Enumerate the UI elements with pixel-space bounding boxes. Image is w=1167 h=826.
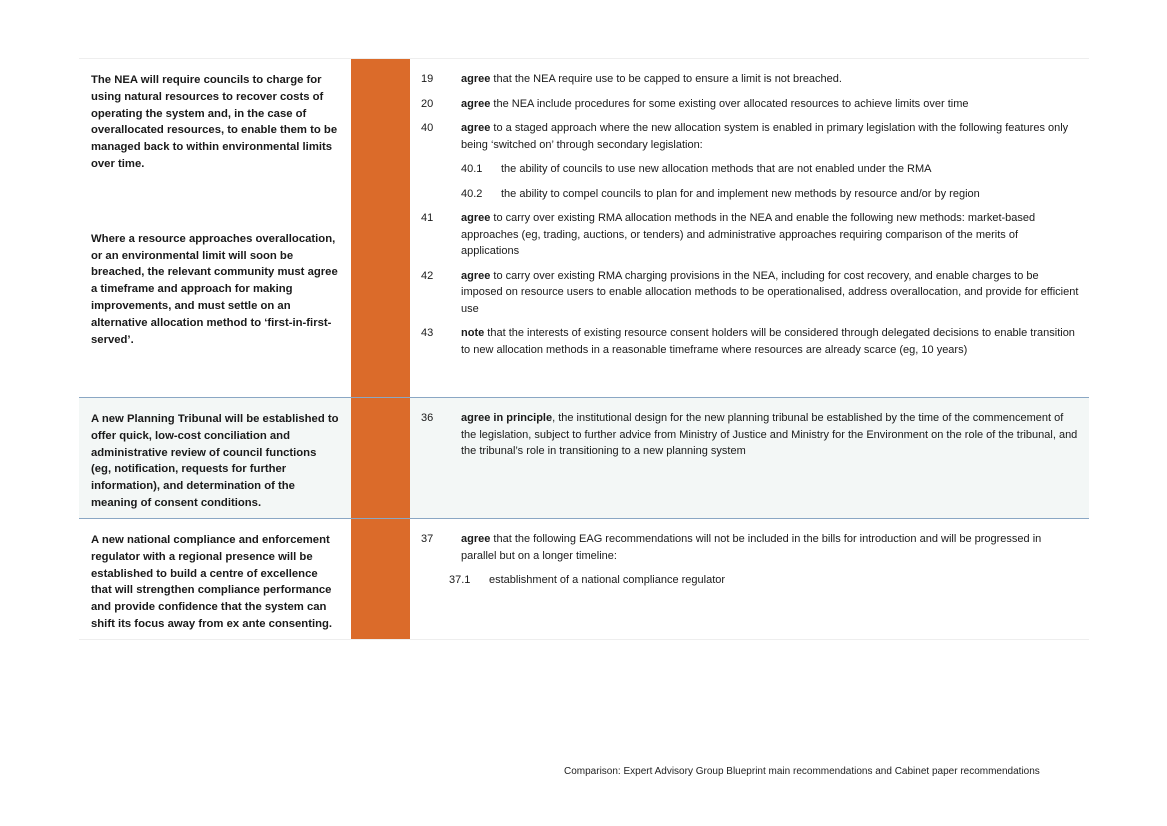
accent-bar [351,398,410,518]
recommendation-number: 41 [421,212,434,224]
recommendation-text: to carry over existing RMA allocation methods in the NEA and enable the following new methods: market-based approaches (eg, trading, auctions, or tenders) and administrative approaches requiring comparison of the merits of applications [461,212,1036,257]
sub-recommendation-number: 37.1 [449,574,471,586]
sub-recommendation-number: 40.1 [461,163,483,175]
recommendation-text: that the following EAG recommendations will not be included in the bills for introduction and will be progressed in parallel but on a longer timeline: [461,533,1042,562]
comparison-table [79,58,1089,640]
eag-recommendation-cell [79,519,351,639]
recommendation-keyword: agree [461,73,491,85]
eag-recommendation-text: A new Planning Tribunal will be established to offer quick, low-cost conciliation and administrative review of council functions (eg, notification, requests for further information), and determination of the meaning of consent conditions. [91,413,339,509]
recommendation-keyword: agree [461,97,491,110]
recommendation-item [421,210,1079,260]
recommendation-text: that the interests of existing resource consent holders will be considered through delegated decisions to enable transition to new allocation methods in a reasonable timeframe where resources are already scarce (eg, 10 years) [461,327,1075,356]
eag-recommendation-text: Where a resource approaches overallocation, or an environmental limit will soon be breached, the relevant community must agree a timeframe and approach for making improvements, and must settle on an alternative allocation method to ‘first-in-first-served’. [91,232,338,346]
recommendation-number: 36 [421,412,434,424]
recommendation-number: 20 [421,97,434,110]
recommendation-keyword: agree [461,269,491,282]
sub-recommendation-item [421,186,1079,203]
recommendation-text: the NEA include procedures for some existing over allocated resources to achieve limits over time [490,97,969,110]
table-row [79,519,1089,640]
eag-recommendation-cell [79,398,351,518]
recommendation-keyword: agree [461,533,491,545]
recommendation-text: to carry over existing RMA charging provisions in the NEA, including for cost recovery, and enable charges to be imposed on resource users to enable allocation methods to be operationalised, address overallocation, and provide for efficient use [461,269,1079,315]
recommendation-number: 40 [421,122,434,134]
table-row [79,397,1089,519]
recommendation-text: , the institutional design for the new planning tribunal be established by the time of the commencement of the legislation, subject to further advice from Ministry of Justice and Ministry for the Environment on the role of the tribunal, and the tribunal’s role in transitioning to a new planning system [461,412,1078,457]
recommendation-number: 42 [421,269,434,282]
recommendation-keyword: note [461,327,485,339]
cabinet-recommendation-cell [410,398,1089,518]
sub-recommendation-text: the ability of councils to use new allocation methods that are not enabled under the RMA [501,163,932,175]
sub-recommendation-item [421,161,1079,178]
sub-recommendation-text: establishment of a national compliance regulator [489,574,726,586]
sub-recommendation-text: the ability to compel councils to plan for and implement new methods by resource and/or by region [501,187,980,200]
recommendation-number: 37 [421,533,434,545]
recommendation-item [421,531,1079,564]
eag-recommendation-text: The NEA will require councils to charge for using natural resources to recover costs of operating the system and, in the case of overallocated resources, to enable them to be managed back to within environmental limits over time. [91,74,338,170]
sub-recommendation-item [421,572,1079,589]
recommendation-item [421,71,1079,88]
recommendation-item [421,268,1079,318]
sub-recommendation-number: 40.2 [461,187,483,200]
recommendation-keyword: agree in principle [461,412,553,424]
cabinet-recommendation-cell [410,519,1089,639]
recommendation-number: 19 [421,73,434,85]
recommendation-item [421,410,1079,460]
accent-bar [351,519,410,639]
recommendation-text: to a staged approach where the new allocation system is enabled in primary legislation with the following features only being ‘switched on’ through secondary legislation: [461,122,1069,151]
cabinet-recommendation-cell [410,59,1089,397]
recommendation-text: that the NEA require use to be capped to ensure a limit is not breached. [490,73,842,85]
recommendation-item [421,325,1079,358]
recommendation-keyword: agree [461,212,491,224]
recommendation-item [421,120,1079,153]
page-footer: Comparison: Expert Advisory Group Blueprint main recommendations and Cabinet paper recommendations [564,766,1040,777]
eag-recommendation-cell [79,59,351,397]
accent-bar [351,59,410,397]
table-row [79,58,1089,397]
recommendation-number: 43 [421,327,434,339]
eag-recommendation-text: A new national compliance and enforcement regulator with a regional presence will be established to build a centre of excellence that will strengthen compliance performance and provide confidence that the system can shift its focus away from ex ante consenting. [91,534,333,630]
recommendation-keyword: agree [461,122,491,134]
recommendation-item [421,96,1079,113]
